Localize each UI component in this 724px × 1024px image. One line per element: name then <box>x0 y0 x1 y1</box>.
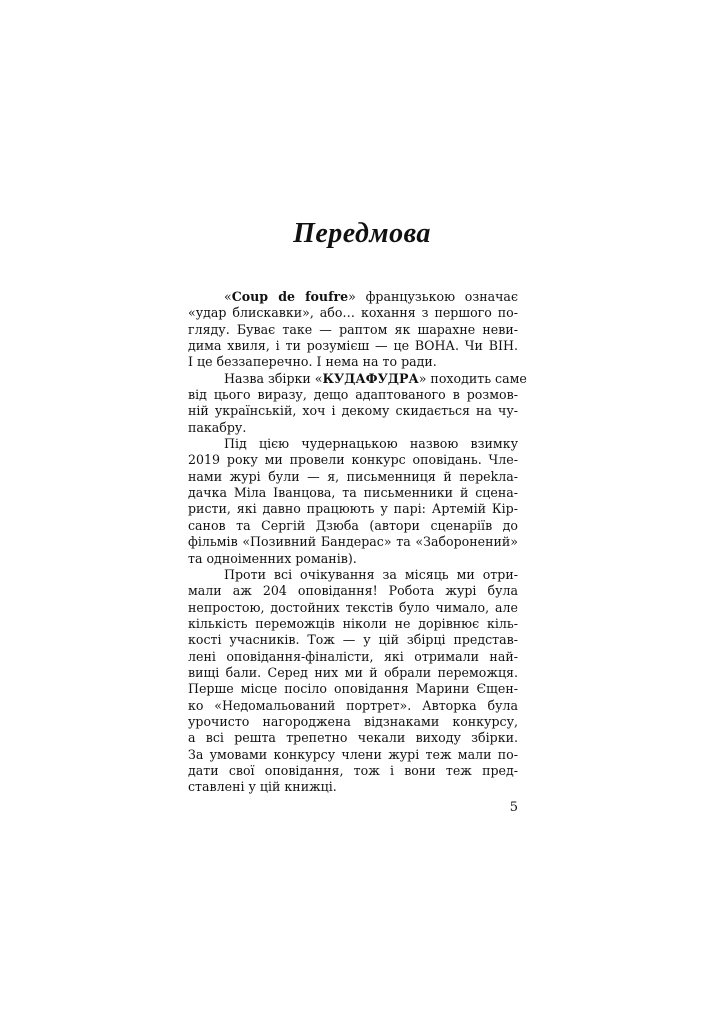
text-line <box>188 551 518 567</box>
text-segment: нами журі були — я, письменниця й переkла- <box>188 468 518 484</box>
text-segment: фільмів «Позивний Бандерас» та «Заборонений» <box>188 534 518 550</box>
text-line <box>188 420 518 436</box>
paragraph <box>188 370 527 436</box>
page-title: Передмова <box>293 218 431 249</box>
text-segment: » французькою означає <box>348 289 518 304</box>
text-line <box>188 501 518 517</box>
text-segment: від цього виразу, дещо адаптованого в розмов- <box>188 387 518 403</box>
text-line <box>188 747 518 763</box>
text-segment: урочисто нагороджена відзнаками конкурсу, <box>188 713 518 729</box>
text-line <box>188 403 518 419</box>
text-line <box>188 485 518 501</box>
bold-term: Coup de foufre <box>231 289 349 304</box>
paragraph <box>188 289 518 371</box>
text-line <box>188 583 518 599</box>
text-segment: «удар блискавки», або… кохання з першого по- <box>188 305 518 321</box>
text-segment: ставлені у цій книжці. <box>188 779 337 795</box>
text-segment: вищі бали. Серед них ми й обрали переможця. <box>188 664 518 680</box>
text-line <box>188 518 518 534</box>
text-segment: Назва збірки « <box>224 370 323 386</box>
text-segment: та одноіменних романів). <box>188 550 357 566</box>
text-segment: лені оповідання-фіналісти, які отримали най- <box>188 648 518 664</box>
text-line <box>188 338 518 354</box>
text-segment: ко «Недомальований портрет». Авторка була <box>188 697 518 713</box>
text-line <box>188 649 518 665</box>
text-line <box>188 534 518 550</box>
text-segment: дима хвиля, і ти розумієш — це ВОНА. Чи ВІН. <box>188 338 518 354</box>
text-segment: ній українській, хоч і декому скидається на чу- <box>188 403 518 419</box>
text-line <box>188 763 518 779</box>
text-segment: а всі решта трепетно чекали виходу збірки. <box>188 730 518 746</box>
text-line <box>188 289 518 305</box>
text-segment: непростою, достойних текстів було чимало, але <box>188 599 518 615</box>
text-segment: « <box>224 289 232 304</box>
text-segment: дачка Міла Іванцова, та письменники й сцена- <box>188 485 518 501</box>
text-line <box>188 714 518 730</box>
text-segment: кількість переможців ніколи не дорівнює кіль- <box>188 615 518 631</box>
text-segment: І це беззаперечно. І нема на то ради. <box>188 354 437 370</box>
text-segment: Перше місце посіло оповідання Марини Єщен- <box>188 681 518 697</box>
text-line <box>188 322 518 338</box>
text-segment: мали аж 204 оповідання! Робота журі була <box>188 583 518 599</box>
text-line <box>188 632 518 648</box>
text-line <box>188 305 518 321</box>
text-line <box>188 698 518 714</box>
text-segment: пакабру. <box>188 419 247 435</box>
text-line <box>188 436 518 452</box>
text-line <box>188 600 518 616</box>
text-line <box>188 452 518 468</box>
text-segment: 2019 року ми провели конкурс оповідань. Чле- <box>188 452 518 468</box>
text-segment: дати свої оповідання, тож і вони теж пред- <box>188 762 518 778</box>
text-segment: санов та Сергій Дзюба (автори сценаріїв до <box>188 517 518 533</box>
paragraph <box>188 567 518 796</box>
bold-term: КУДАФУДРА <box>322 370 419 386</box>
text-segment: Під цією чудернацькою назвою взимку <box>224 436 518 452</box>
text-segment: » походить саме <box>418 370 527 386</box>
text-line <box>188 730 518 746</box>
text-line <box>188 616 518 632</box>
text-line <box>188 567 518 583</box>
text-line <box>188 779 518 795</box>
text-segment: гляду. Буває таке — раптом як шарахне неви- <box>188 321 518 337</box>
text-segment: Проти всі очікування за місяць ми отри- <box>224 566 518 582</box>
paragraph <box>188 436 518 567</box>
text-segment: ристи, які давно працюють у парі: Артемій Кір- <box>188 501 518 517</box>
text-line <box>188 665 518 681</box>
text-line <box>188 469 518 485</box>
text-segment: кості учасників. Тож — у цій збірці представ- <box>188 632 518 648</box>
text-line <box>188 387 518 403</box>
text-line <box>188 354 518 370</box>
text-line <box>188 681 518 697</box>
text-line <box>188 370 527 387</box>
text-segment: За умовами конкурсу члени журі теж мали по- <box>188 746 518 762</box>
body-text <box>188 289 527 796</box>
page-number: 5 <box>509 800 518 815</box>
